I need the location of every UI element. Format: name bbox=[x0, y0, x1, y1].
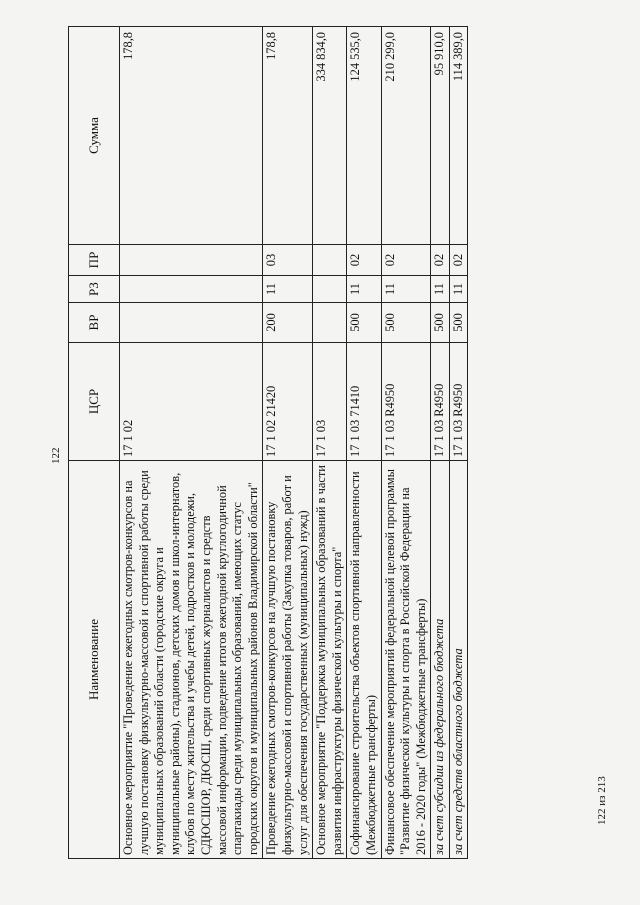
table-row bbox=[431, 27, 450, 859]
row-csr: 17 1 02 21420 bbox=[263, 343, 313, 461]
row-pr: 02 bbox=[431, 245, 450, 276]
row-name: за счет средств областного бюджета bbox=[449, 461, 468, 859]
row-csr: 17 1 03 bbox=[313, 343, 347, 461]
header-csr: ЦСР bbox=[69, 343, 120, 461]
page-number: 122 bbox=[50, 447, 62, 464]
row-vr: 200 bbox=[263, 303, 313, 343]
row-pr: 02 bbox=[449, 245, 468, 276]
row-vr: 500 bbox=[449, 303, 468, 343]
row-csr: 17 1 03 R4950 bbox=[431, 343, 450, 461]
header-sum: Сумма bbox=[69, 27, 120, 245]
row-vr: 500 bbox=[347, 303, 381, 343]
row-vr: 500 bbox=[431, 303, 450, 343]
row-sum: 124 535,0 bbox=[347, 27, 381, 245]
row-sum: 114 389,0 bbox=[449, 27, 468, 245]
row-pr bbox=[120, 245, 263, 276]
row-rz: 11 bbox=[449, 276, 468, 303]
row-sum: 178,8 bbox=[263, 27, 313, 245]
row-pr: 02 bbox=[381, 245, 431, 276]
header-rz: РЗ bbox=[69, 276, 120, 303]
row-sum: 95 910,0 bbox=[431, 27, 450, 245]
row-name: за счет субсидии из федерального бюджета bbox=[431, 461, 450, 859]
header-name: Наименование bbox=[69, 461, 120, 859]
row-rz: 11 bbox=[381, 276, 431, 303]
row-csr: 17 1 03 R4950 bbox=[381, 343, 431, 461]
table-header-row bbox=[69, 27, 120, 859]
budget-table bbox=[68, 26, 468, 859]
row-vr bbox=[120, 303, 263, 343]
row-rz: 11 bbox=[347, 276, 381, 303]
row-csr: 17 1 03 R4950 bbox=[449, 343, 468, 461]
row-name: Основное мероприятие "Проведение ежегодных смотров-конкурсов на лучшую постановку физкультурно-массовой и спортивной работы среди муниципальных образований области (городские округа и муниципальные районы), стадионов, детских домов и школ-интернатов, клубов по месту жительства и учебы детей, подростков и молодежи, СДЮСШОР, ДЮСШ, среди спортивных журналистов и средств массовой информации, подведение итогов ежегодной круглогодичной спартакиады среди муниципальных образований, имеющих статус городских округов и муниципальных районов Владимирской области" bbox=[120, 461, 263, 859]
table-row bbox=[263, 27, 313, 859]
header-pr: ПР bbox=[69, 245, 120, 276]
table-row bbox=[381, 27, 431, 859]
row-sum: 334 834,0 bbox=[313, 27, 347, 245]
table-row bbox=[449, 27, 468, 859]
row-pr: 03 bbox=[263, 245, 313, 276]
row-vr: 500 bbox=[381, 303, 431, 343]
row-name: Основное мероприятие "Поддержка муниципальных образований в части развития инфраструктуры физической культуры и спорта" bbox=[313, 461, 347, 859]
row-sum: 178,8 bbox=[120, 27, 263, 245]
header-vr: ВР bbox=[69, 303, 120, 343]
row-name: Софинансирование строительства объектов спортивной направленности (Межбюджетные трансферты) bbox=[347, 461, 381, 859]
table-row bbox=[120, 27, 263, 859]
row-rz bbox=[313, 276, 347, 303]
row-name: Проведение ежегодных смотров-конкурсов на лучшую постановку физкультурно-массовой и спортивной работы (Закупка товаров, работ и услуг для обеспечения государственных (муниципальных) нужд) bbox=[263, 461, 313, 859]
table-row bbox=[313, 27, 347, 859]
row-pr bbox=[313, 245, 347, 276]
row-rz: 11 bbox=[431, 276, 450, 303]
row-sum: 210 299,0 bbox=[381, 27, 431, 245]
row-pr: 02 bbox=[347, 245, 381, 276]
row-rz bbox=[120, 276, 263, 303]
row-name: Финансовое обеспечение мероприятий федеральной целевой программы "Развитие физической культуры и спорта в Российской Федерации на 2016 - 2020 годы" (Межбюджетные трансферты) bbox=[381, 461, 431, 859]
page-footer: 122 из 213 bbox=[596, 776, 608, 825]
row-csr: 17 1 03 71410 bbox=[347, 343, 381, 461]
row-vr bbox=[313, 303, 347, 343]
table-row bbox=[347, 27, 381, 859]
row-csr: 17 1 02 bbox=[120, 343, 263, 461]
row-rz: 11 bbox=[263, 276, 313, 303]
